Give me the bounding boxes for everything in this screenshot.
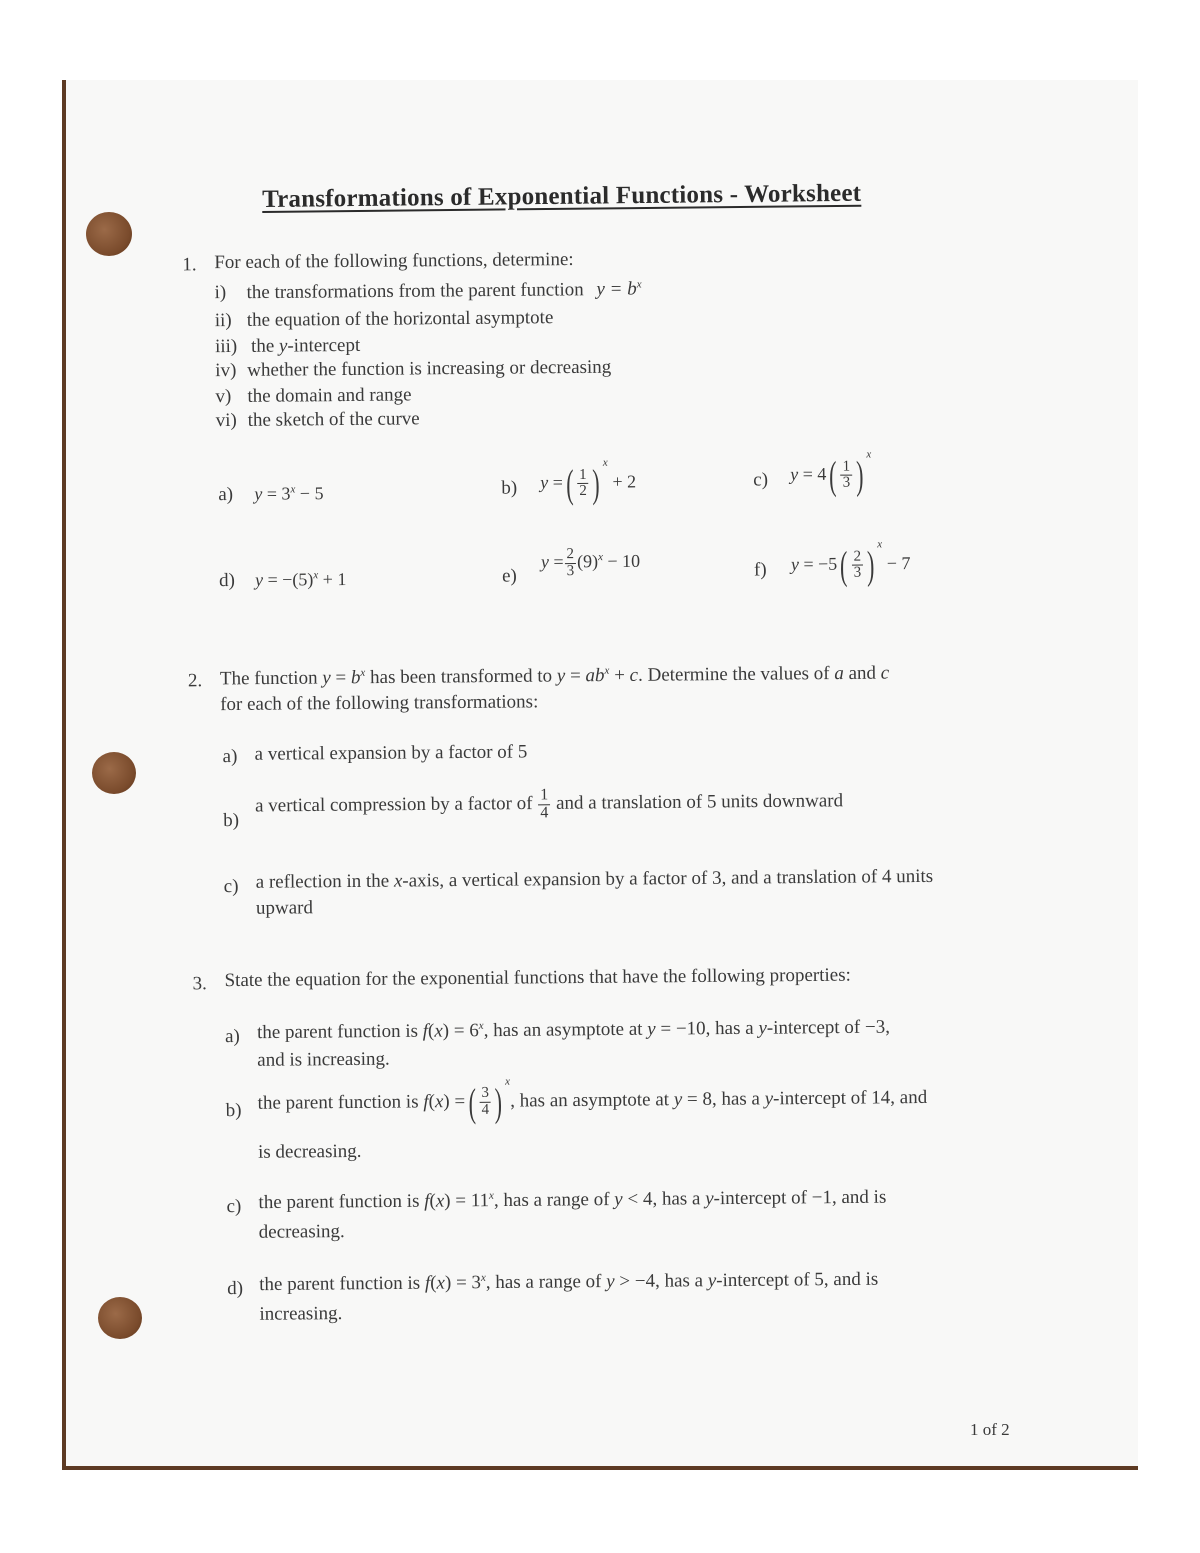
q1-item-label: i) <box>214 282 227 304</box>
q3-part-c-line-1: the parent function is $f(x) = 11^x$, has a range of y < 4, has a y-intercept of −1, and is <box>258 1186 887 1214</box>
question-3-intro: State the equation for the exponential functions that have the following properties: <box>224 964 851 992</box>
q1-item-label: v) <box>215 385 232 408</box>
q3-part-d-text: , has a <box>654 1270 704 1292</box>
q1-item-3-text <box>251 335 360 358</box>
q1-item-label: vi) <box>215 409 237 432</box>
q2-part-label: c) <box>223 875 239 898</box>
q2-part-b-text: a vertical compression by a factor of $\frac{1}{4}$ and a translation of 5 units downward <box>254 786 844 822</box>
q3-part-b-text: -intercept of 14, and <box>773 1086 928 1110</box>
q2-text: . Determine the values of <box>637 663 830 686</box>
q3-part-a-line-1: the parent function is $f(x) = 6^x$, has an asymptote at y = −10, has a y-intercept of −3, <box>256 1016 891 1044</box>
q2-var-a: a <box>834 662 844 685</box>
q3-part-a-text: the parent function is <box>256 1020 419 1044</box>
q3-part-c-var: y <box>705 1188 714 1210</box>
q3-part-a-var: y <box>758 1017 767 1039</box>
question-1-intro: For each of the following functions, determine: <box>214 249 574 274</box>
q1-part-label: b) <box>501 477 518 499</box>
q3-part-c-text: , has a range of <box>493 1189 610 1212</box>
q3-part-label: b) <box>225 1099 242 1122</box>
q1-item-label: iv) <box>215 359 237 382</box>
q3-part-b-line-2: is decreasing. <box>257 1140 362 1163</box>
q3-part-a-text: , has a <box>705 1017 754 1040</box>
q1-item-1-text: the transformations from the parent function <box>246 279 584 304</box>
q1-item-1-math: y = b <box>596 278 637 301</box>
q3-part-c-text: , and is <box>831 1186 887 1209</box>
q3-part-a-text: , <box>885 1016 891 1038</box>
q1-part-label: d) <box>218 569 235 592</box>
q2-part-b-before: a vertical compression by a factor of <box>254 793 533 817</box>
punch-hole-bottom <box>98 1297 142 1339</box>
q1-item-3-part: the <box>250 335 275 357</box>
q3-part-d-var: y <box>707 1270 717 1292</box>
q1-item-2-text: the equation of the horizontal asymptote <box>246 307 554 331</box>
q3-part-a-line-2: and is increasing. <box>257 1048 390 1071</box>
q3-part-d-text: the parent function is <box>259 1272 421 1296</box>
question-2-number: 2. <box>187 670 203 692</box>
question-2-line-1: The function $y = b^x$ has been transformed to $y = ab^x + c$. Determine the values of a and c <box>219 662 890 690</box>
q1-part-c-equation: y = 4( $\frac{1}{3}$ ) $^x$ <box>790 448 872 498</box>
q3-part-c-text: -intercept of <box>713 1187 808 1210</box>
q3-part-a-text: , has an asymptote at <box>483 1018 643 1042</box>
q3-part-b-var: y <box>764 1088 774 1110</box>
q3-part-d-line-1: the parent function is $f(x) = 3^x$, has a range of y > −4, has a y-intercept of 5, and is <box>259 1268 879 1296</box>
q1-part-d-equation: $y = -(5)^x + 1$ <box>254 568 347 590</box>
q1-item-label: ii) <box>214 309 232 332</box>
question-1-number: 1. <box>182 254 197 276</box>
page-number: 1 of 2 <box>970 1420 1010 1439</box>
q2-part-c-var: x <box>393 870 403 892</box>
question-3-number: 3. <box>192 973 207 995</box>
q3-part-label: a) <box>224 1025 240 1048</box>
q3-part-d-line-2: increasing. <box>259 1303 343 1325</box>
q3-part-b-text: , has a <box>711 1088 761 1110</box>
q2-part-c-text: a reflection in the <box>255 870 390 893</box>
q3-part-b-text: , has an asymptote at <box>510 1089 670 1112</box>
q2-var-c: c <box>880 662 890 684</box>
q3-part-c-text: , has a <box>652 1188 701 1210</box>
q2-part-label: a) <box>222 745 238 768</box>
q1-part-f-equation: y = −5( $\frac{2}{3}$ ) $^x$ − 7 <box>790 538 911 588</box>
q1-part-a-equation: $y = 3^x - 5$ <box>254 483 324 504</box>
q3-part-b-text: the parent function is <box>257 1091 419 1114</box>
q1-part-e-equation: y = $\frac{2}{3}$ $(9)^x - 10$ <box>540 546 641 579</box>
q1-item-text: the transformations from the parent function $y = b^x$ <box>246 278 642 304</box>
q3-part-a-text: -intercept of <box>766 1016 861 1039</box>
q2-part-c-line-2: upward <box>255 897 314 919</box>
q3-part-d-text: , has a range of <box>485 1271 602 1294</box>
q2-text: and <box>848 662 877 684</box>
q1-part-label: c) <box>753 469 769 491</box>
q1-item-4-text: whether the function is increasing or decreasing <box>247 356 612 381</box>
q3-part-c-text: the parent function is <box>258 1190 420 1214</box>
q2-text: The function <box>219 667 318 690</box>
q2-part-label: b) <box>223 809 240 832</box>
q2-part-b-after: and a translation of 5 units downward <box>555 790 844 814</box>
q1-item-label: iii) <box>214 335 238 358</box>
q2-part-c-text2: -axis, a vertical expansion by a factor of 3, and a translation of 4 units <box>402 865 934 892</box>
q1-part-label: a) <box>218 483 234 506</box>
q3-part-c-line-2: decreasing. <box>258 1221 345 1243</box>
q3-part-label: d) <box>227 1277 244 1300</box>
worksheet-title: Transformations of Exponential Functions - Worksheet <box>262 179 862 213</box>
punch-hole-top <box>86 212 132 256</box>
q1-part-label: f) <box>753 559 767 581</box>
q2-part-a-text: a vertical expansion by a factor of 5 <box>254 741 528 765</box>
q3-part-b-line-1: the parent function is f(x) =( $\frac{3}{4}$ ) $^x$, has an asymptote at y = 8, has a y-intercept of 14, and <box>257 1075 928 1125</box>
q3-part-label: c) <box>226 1195 242 1218</box>
q1-item-3-part2: -intercept <box>287 334 361 357</box>
q1-part-b-equation: y =( $\frac{1}{2}$ ) $^x$ + 2 <box>540 456 637 506</box>
q2-text: has been transformed to <box>369 665 553 689</box>
q1-part-label: e) <box>501 565 517 587</box>
q1-item-3-var: y <box>278 335 288 357</box>
punch-hole-middle <box>92 752 136 794</box>
q3-part-d-text: -intercept of 5, and is <box>716 1268 879 1292</box>
q1-item-5-text: the domain and range <box>247 384 412 407</box>
question-2-line-2: for each of the following transformations: <box>220 691 539 716</box>
q1-item-6-text: the sketch of the curve <box>247 408 420 431</box>
